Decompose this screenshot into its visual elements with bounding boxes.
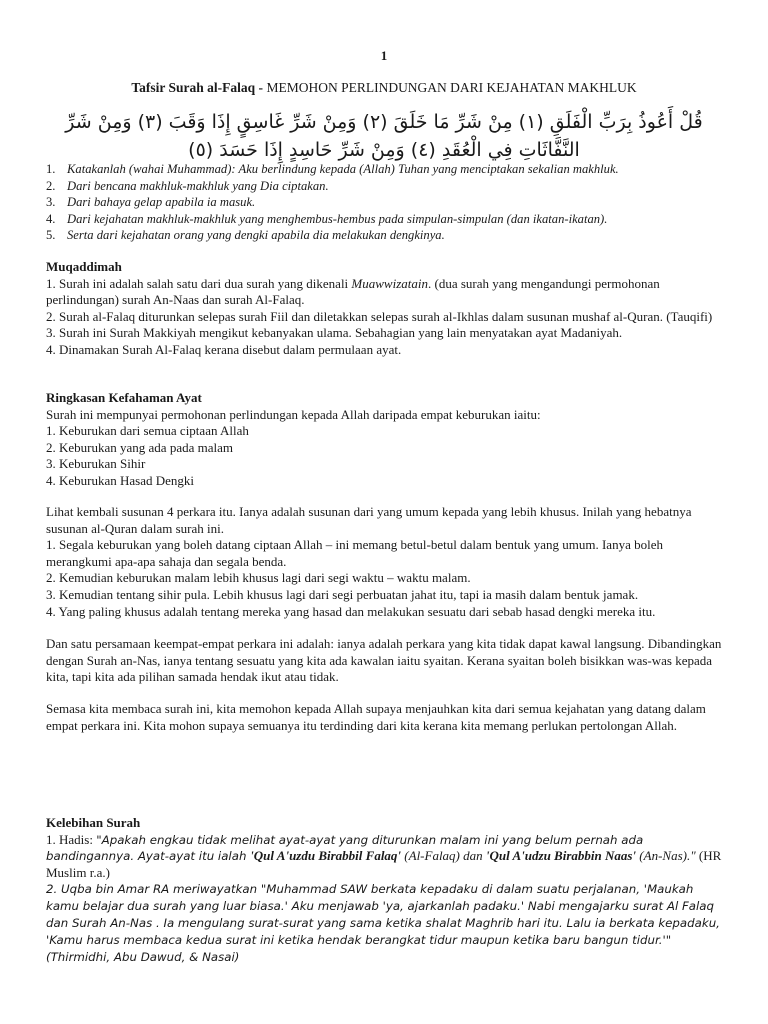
susunan-point: 3. Kemudian tentang sihir pula. Lebih khusus lagi dari segi perbuatan jahat itu, tapi ia masih dalam bentuk jamak.: [46, 586, 639, 602]
hadis-1: 1. Hadis: "Apakah engkau tidak melihat ayat-ayat yang diturunkan malam ini yang belum pernah ada bandingannya. Ayat-ayat itu ialah 'Qul A'uzdu Birabbil Falaq' (Al-Falaq) dan 'Qul A'udzu Birabbin Naas' (An-Nas)." (HR Muslim r.a.): [46, 831, 722, 880]
page-number: 1: [380, 48, 388, 63]
translation-item: 1. Katakanlah (wahai Muhammad): Aku berlindung kepada (Allah) Tuhan yang menciptakan sekalian makhluk.: [46, 162, 619, 176]
ringkasan-item: 2. Keburukan yang ada pada malam: [46, 439, 233, 455]
arabic-verses: قُلْ أَعُوذُ بِرَبِّ الْفَلَقِ (١) مِنْ شَرِّ مَا خَلَقَ (٢) وَمِنْ شَرِّ غَاسِقٍ إِذَا وَقَبَ (٣) وَمِنْ شَرِّ النَّفَّاثَاتِ فِي الْعُقَدِ (٤) وَمِنْ شَرِّ حَاسِدٍ إِذَا حَسَدَ (٥): [65, 111, 703, 161]
ringkasan-item: 1. Keburukan dari semua ciptaan Allah: [46, 423, 249, 439]
muqaddimah-heading: Muqaddimah: [46, 259, 122, 274]
ringkasan-item: 4. Keburukan Hasad Dengki: [46, 472, 195, 488]
translation-list: [46, 161, 722, 244]
title-normal: MEMOHON PERLINDUNGAN DARI KEJAHATAN MAKHLUK: [266, 80, 637, 95]
ringkasan-item: 3. Keburukan Sihir: [46, 456, 146, 472]
susunan-point: 2. Kemudian keburukan malam lebih khusus lagi dari segi waktu – waktu malam.: [46, 570, 471, 586]
susunan-point: 1. Segala keburukan yang boleh datang ciptaan Allah – ini memang betul-betul dalam bentuk yang umum. Ianya boleh merangkumi apa-apa sahaja dan segala benda.: [46, 537, 663, 569]
ringkasan-heading: Ringkasan Kefahaman Ayat: [46, 390, 202, 405]
ringkasan-intro: Surah ini mempunyai permohonan perlindungan kepada Allah daripada empat keburukan iaitu:: [46, 406, 541, 422]
susunan-intro: Lihat kembali susunan 4 perkara itu. Ianya adalah susunan dari yang umum kepada yang lebih khusus. Inilah yang hebatnya susunan al-Quran dalam surah ini.: [46, 504, 692, 536]
translation-item: 5. Serta dari kejahatan orang yang dengki apabila dia melakukan dengkinya.: [46, 228, 445, 242]
susunan-point: 4. Yang paling khusus adalah tentang mereka yang hasad dan melakukan sesuatu dari sebab hasad dengki mereka itu.: [46, 603, 656, 619]
translation-item: 2. Dari bencana makhluk-makhluk yang Dia ciptakan.: [46, 178, 329, 193]
ringkasan-section: [46, 390, 722, 490]
translation-item: 4. Dari kejahatan makhluk-makhluk yang menghembus-hembus pada simpulan-simpulan (dan ikatan-ikatan).: [46, 211, 608, 226]
muqaddimah-point-3: 3. Surah ini Surah Makkiyah mengikut kebanyakan ulama. Sebahagian yang lain menyatakan ayat Madaniyah.: [46, 325, 623, 341]
page-title: [46, 80, 722, 96]
hadis-2: 2. Uqba bin Amar RA meriwayatkan "Muhammad SAW berkata kepadaku di dalam suatu perjalanan, 'Maukah kamu belajar dua surah yang luar biasa.' Aku menjawab 'ya, ajarkanlah padaku.' Nabi mengajarku surat Al Falaq dan Surah An-Nas . Ia mengulang surat-surat yang sama ketika shalat Maghrib hari itu. Lalu ia berkata kepadaku, 'Kamu harus membaca kedua surat ini ketika hendak berangkat tidur maupun ketika baru bangun tidur.'" (Thirmidhi, Abu Dawud, & Nasai): [46, 882, 720, 964]
muqaddimah-point-4: 4. Dinamakan Surah Al-Falaq kerana disebut dalam permulaan ayat.: [46, 341, 402, 357]
susunan-section: [46, 504, 722, 620]
muqaddimah-section: [46, 259, 722, 359]
title-bold: Tafsir Surah al-Falaq -: [131, 80, 267, 95]
muqaddimah-point-2: 2. Surah al-Falaq diturunkan selepas surah Fiil dan diletakkan selepas surah al-Ikhlas dalam susunan mushaf al-Quran. (Tauqifi): [46, 308, 713, 324]
kelebihan-section: [46, 815, 722, 965]
kelebihan-heading: Kelebihan Surah: [46, 815, 141, 830]
translation-item: 3. Dari bahaya gelap apabila ia masuk.: [46, 195, 256, 209]
muqaddimah-point-1: 1. Surah ini adalah salah satu dari dua surah yang dikenali Muawwizatain. (dua surah yang mengandungi permohonan perlindungan) surah An-Naas dan surah Al-Falaq.: [46, 275, 660, 308]
semasa-paragraph: Semasa kita membaca surah ini, kita memohon kepada Allah supaya menjauhkan kita dari semua kejahatan yang datang dalam empat perkara ini. Kita mohon supaya semuanya itu terdinding dari kita kerana kita memang perlukan pertolongan Allah.: [46, 701, 706, 733]
persamaan-paragraph: Dan satu persamaan keempat-empat perkara ini adalah: ianya adalah perkara yang kita tidak dapat kawal langsung. Dibandingkan dengan Surah an-Nas, ianya tentang sesuatu yang kita ada kawalan iaitu syaitan. Kerana syaitan boleh bisikkan was-was kepada kita, tapi kita ada pilihan samada hendak ikut atau tidak.: [46, 636, 722, 685]
